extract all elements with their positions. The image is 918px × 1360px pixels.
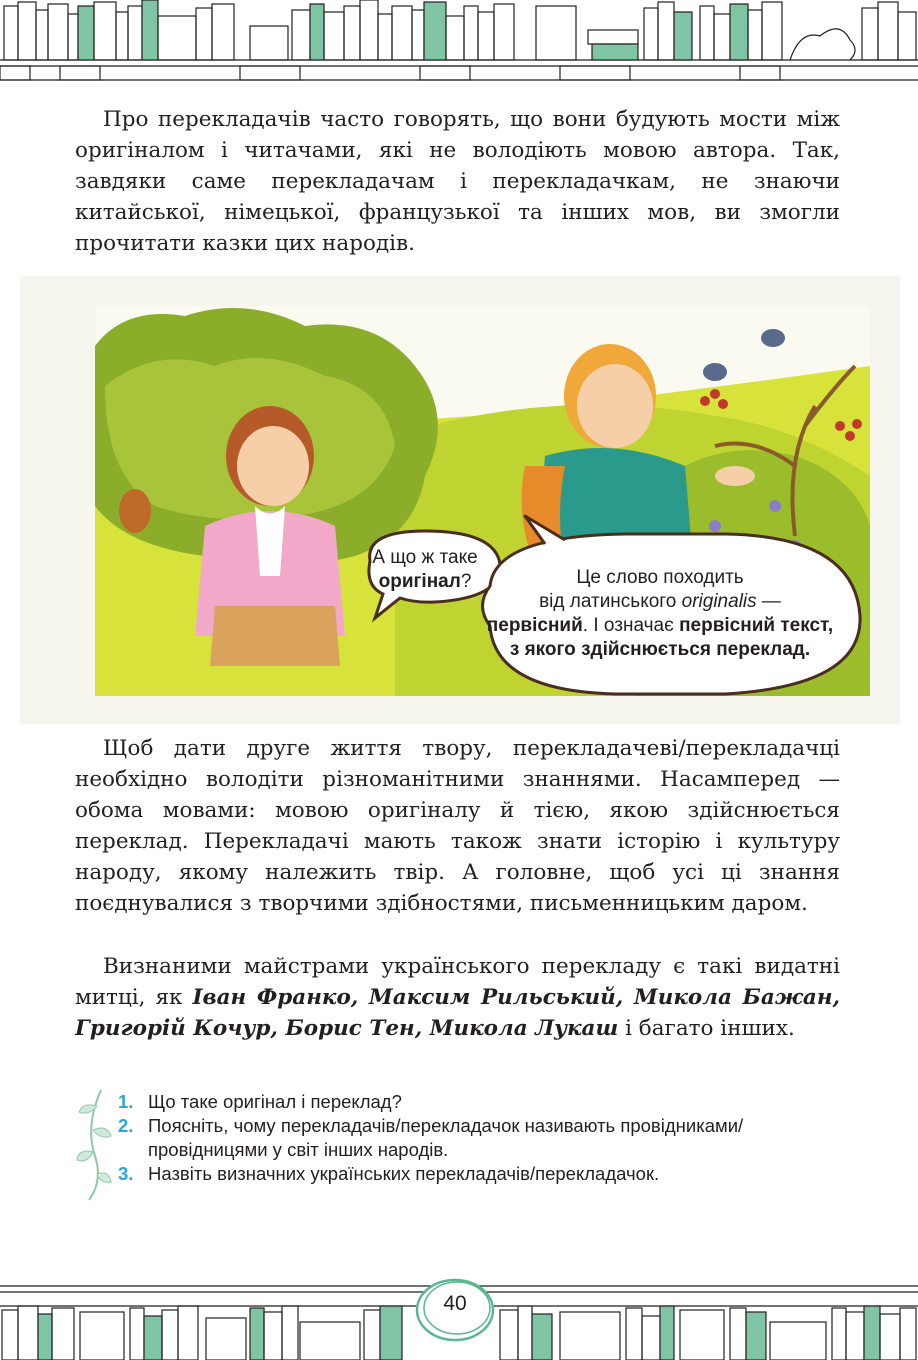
girl-bubble-line1: А що ж таке [372,547,478,568]
boy-bubble-line2-lead: від латинського [539,591,682,612]
review-questions [118,1090,848,1186]
translator-names: Іван Франко, Максим Рильський, Микола Бажан, Григорій Кочур, Борис Тен, Микола Лукаш [75,985,840,1041]
girl-bubble-bold: оригінал [378,571,461,592]
question-number: 3. [118,1163,134,1184]
famous-translators-paragraph [75,951,840,1044]
boy-bubble-mid: . І означає [582,615,680,636]
translator-skills-paragraph: Щоб дати друге життя твору, перекладачеві/перекладачці необхідно володіти різноманітними знаннями. Насамперед — обома мовами: мовою оригіналу й тією, якою здійснюється переклад. Перекладачі мають також знати історію і культуру народу, якому належить твір. А головне, щоб усі ці знання поєднувалися з творчими здібностями, письменницьким даром. [75,736,840,916]
question-item [118,1162,848,1186]
girl-bubble-after: ? [460,571,472,592]
p3-tail: і багато інших. [618,1016,795,1041]
bookshelf-top-art [0,0,918,84]
boy-bubble-line1: Це слово походить [576,567,744,588]
question-text: Що таке оригінал і переклад? [148,1091,402,1112]
intro-paragraph: Про перекладачів часто говорять, що вони будують мости між оригіналом і читачами, які не володіють мовою автора. Так, завдяки саме перекладачам і перекладачкам, не знаючи китайської, німецької, французької та інших мов, ви змогли прочитати казки цих народів. [75,107,840,256]
leaf-sprig-icon [75,1086,113,1202]
question-number: 2. [118,1115,134,1136]
boy-bubble-latin-word: originalis [681,591,757,612]
girl-speech-bubble [355,546,495,594]
bookshelf-border-top [0,0,918,84]
question-text: Назвіть визначних українських перекладачів/перекладачок. [148,1163,660,1184]
boy-bubble-bold2: первісний текст, з якого здійснюється переклад. [509,615,834,660]
boy-bubble-line2-tail: — [756,591,781,612]
question-item [118,1114,848,1162]
page-number: 40 [443,1292,467,1315]
boy-speech-bubble [480,566,840,662]
page-number-badge [412,1272,498,1344]
question-number: 1. [118,1091,134,1112]
p3-lead: Визнаними майстрами українського перекладу є такі видатні митці, як [75,954,840,1010]
question-item [118,1090,848,1114]
question-text: Поясніть, чому перекладачів/перекладачок називають провідниками/провідницями у світ інших народів. [148,1115,744,1160]
boy-bubble-bold1: первісний [486,615,583,636]
